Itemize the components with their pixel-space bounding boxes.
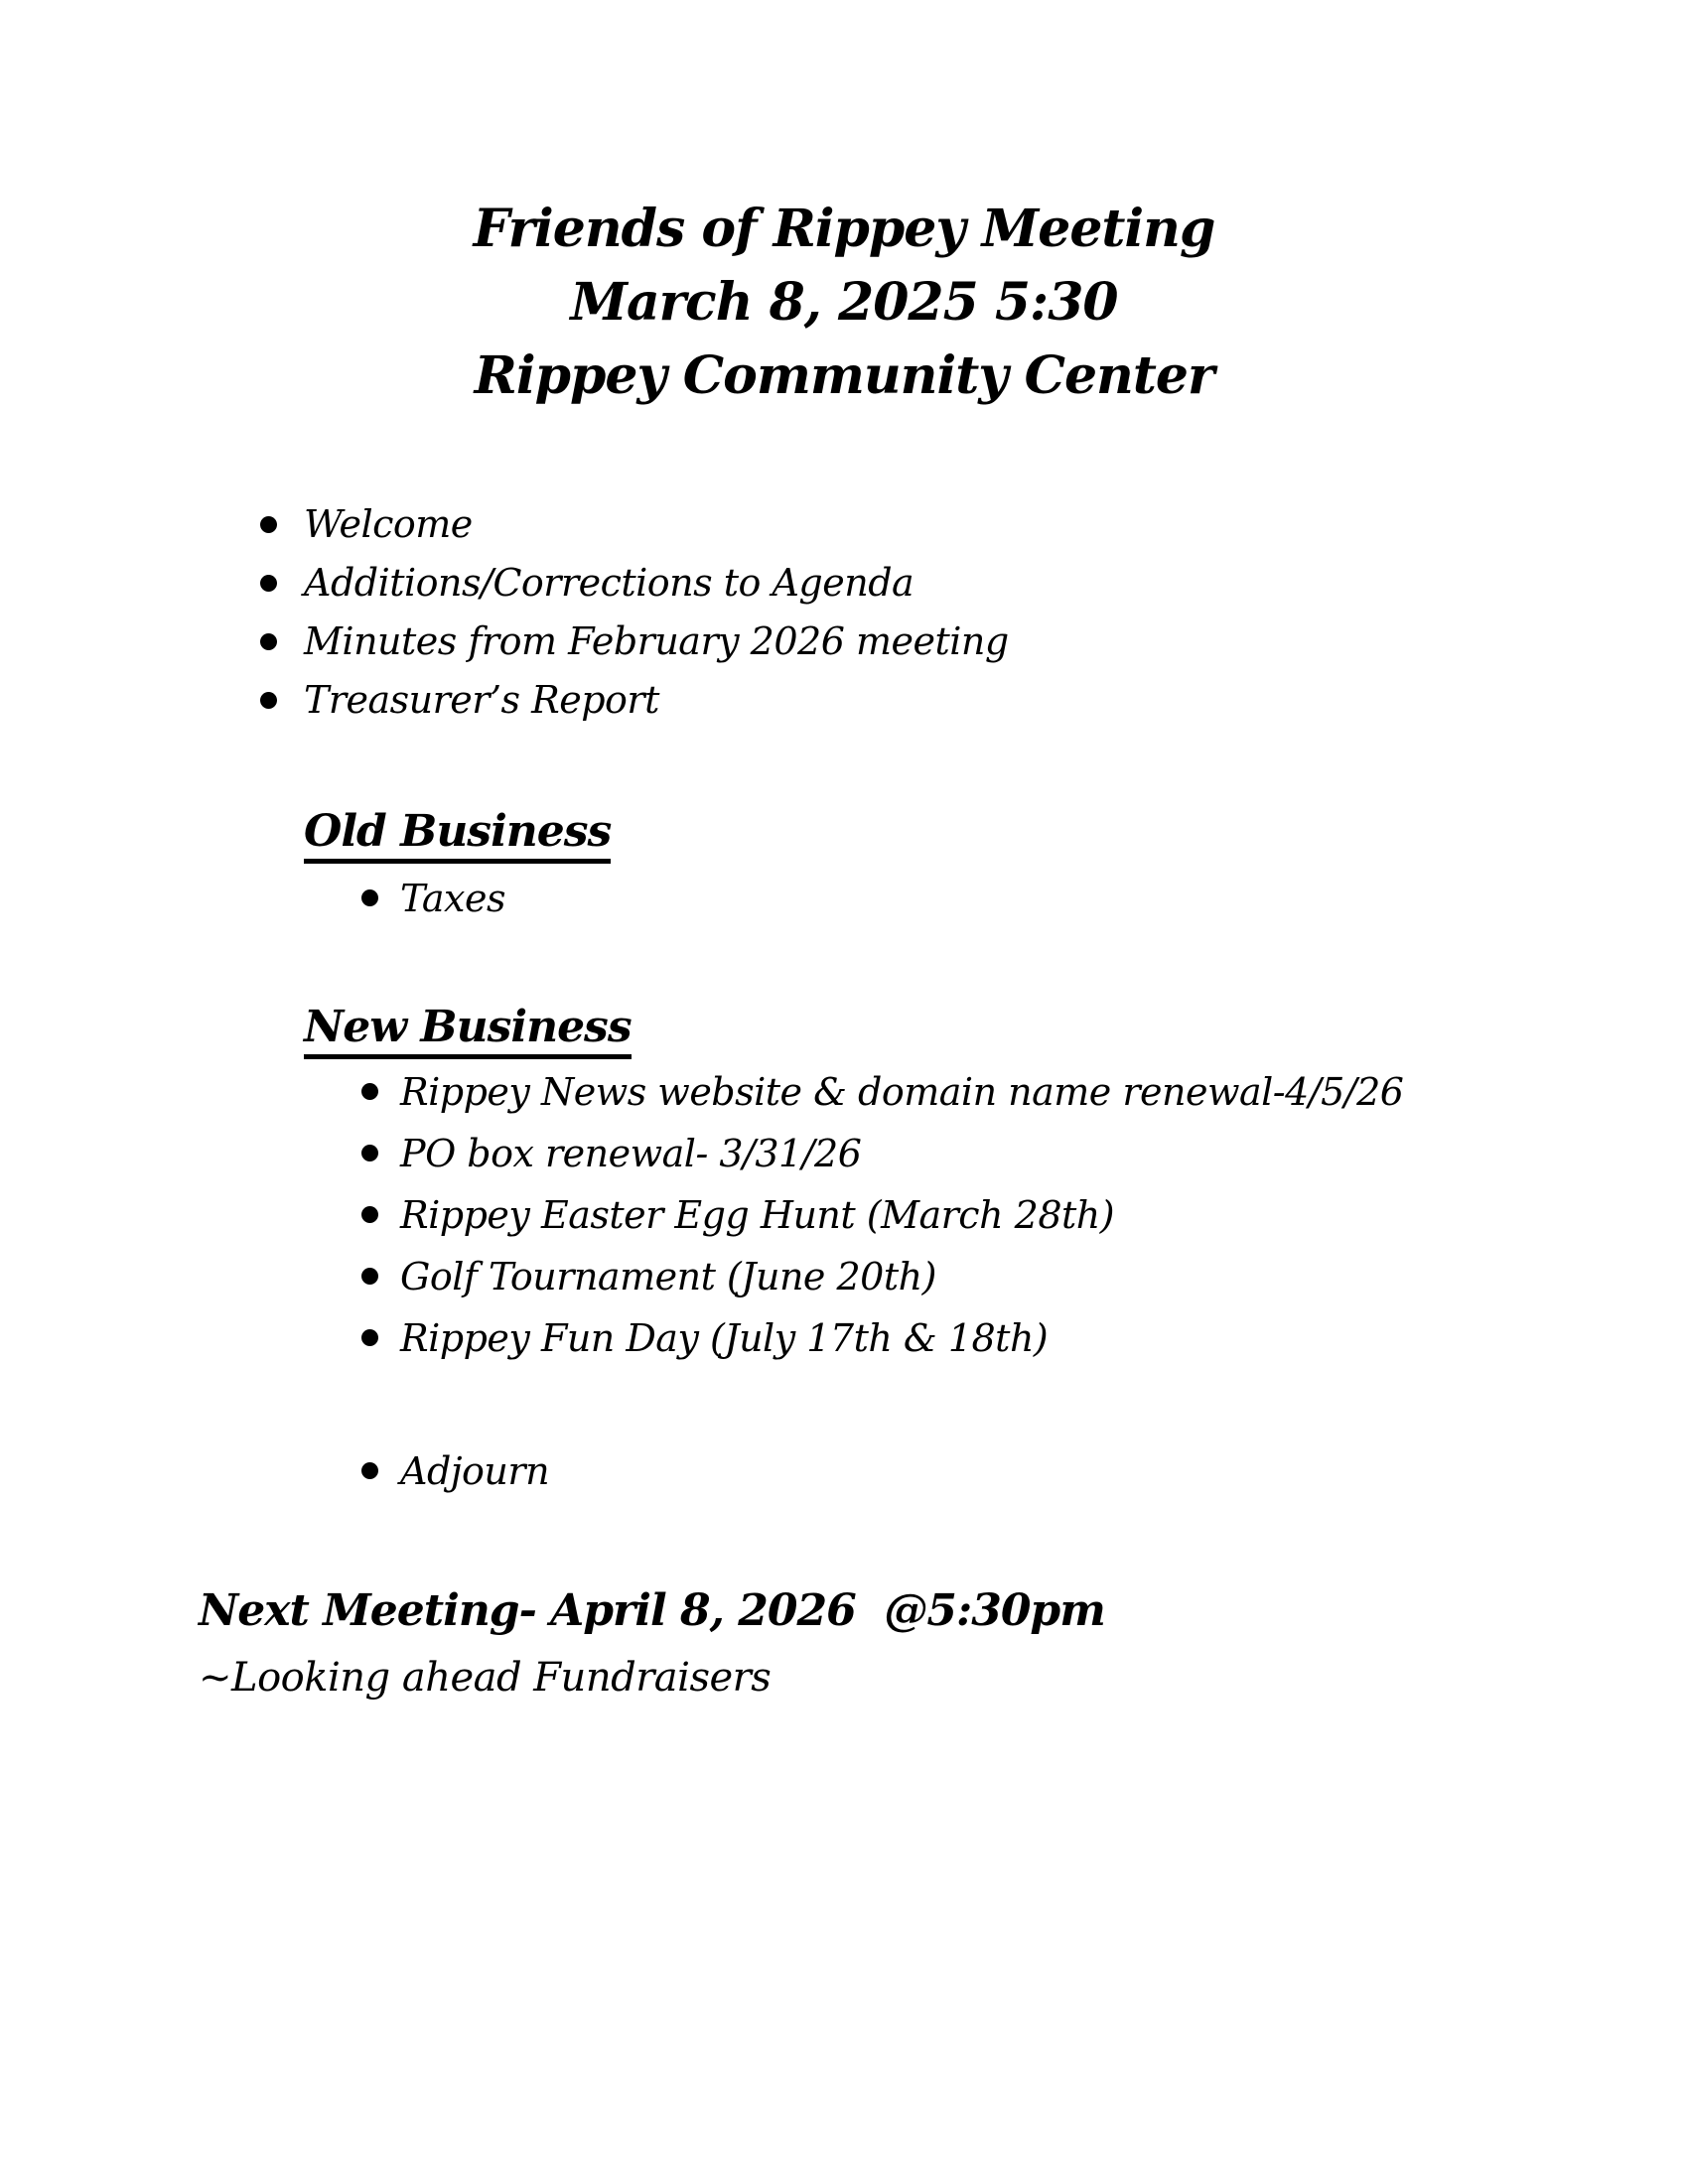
document-page [0, 193, 1688, 2184]
list-item [199, 1307, 1489, 1369]
bullet-icon [361, 1083, 378, 1100]
list-item-label: Golf Tournament (June 20th) [400, 1255, 936, 1298]
document-title [199, 193, 1489, 413]
list-item-label: Treasurer’s Report [304, 678, 659, 722]
bullet-icon [260, 516, 277, 533]
list-item-label: PO box renewal- 3/31/26 [400, 1132, 862, 1175]
old-business-list [199, 868, 1489, 929]
title-line-3: Rippey Community Center [474, 345, 1214, 406]
list-item-label: Minutes from February 2026 meeting [304, 619, 1009, 663]
looking-ahead-line: ~Looking ahead Fundraisers [199, 1655, 772, 1701]
list-item-label: Taxes [400, 877, 505, 920]
list-item [199, 613, 1489, 671]
section-heading-new-business [304, 997, 1489, 1058]
list-item-label: Rippey Fun Day (July 17th & 18th) [400, 1316, 1049, 1360]
bullet-icon [361, 889, 378, 906]
list-item [199, 1246, 1489, 1307]
list-item [199, 1440, 1489, 1502]
bullet-icon [260, 633, 277, 650]
agenda-list [199, 495, 1489, 730]
new-business-list [199, 1061, 1489, 1369]
list-item [199, 1184, 1489, 1246]
bullet-icon [361, 1462, 378, 1479]
list-item [199, 495, 1489, 554]
bullet-icon [361, 1329, 378, 1346]
section-heading-label: Old Business [304, 806, 611, 864]
bullet-icon [260, 575, 277, 592]
bullet-icon [361, 1268, 378, 1285]
section-heading-old-business [304, 801, 1489, 863]
footer-notes [199, 1578, 1489, 1711]
old-business-section [199, 801, 1489, 929]
list-item [199, 554, 1489, 613]
section-heading-label: New Business [304, 1002, 632, 1059]
bullet-icon [260, 692, 277, 709]
list-item [199, 671, 1489, 730]
next-meeting-line: Next Meeting- April 8, 2026 @5:30pm [199, 1585, 1105, 1636]
new-business-section [199, 997, 1489, 1369]
list-item [199, 868, 1489, 929]
bullet-icon [361, 1206, 378, 1223]
list-item-label: Rippey News website & domain name renewal-4/5/26 [400, 1070, 1404, 1114]
list-item-label: Welcome [304, 502, 473, 546]
bullet-icon [361, 1145, 378, 1161]
title-line-2: March 8, 2025 5:30 [570, 272, 1118, 333]
list-item [199, 1061, 1489, 1123]
list-item-label: Rippey Easter Egg Hunt (March 28th) [400, 1193, 1115, 1237]
list-item [199, 1123, 1489, 1184]
title-line-1: Friends of Rippey Meeting [473, 199, 1215, 259]
list-item-label: Additions/Corrections to Agenda [304, 561, 914, 605]
list-item-label: Adjourn [400, 1449, 550, 1493]
adjourn-list [199, 1440, 1489, 1502]
